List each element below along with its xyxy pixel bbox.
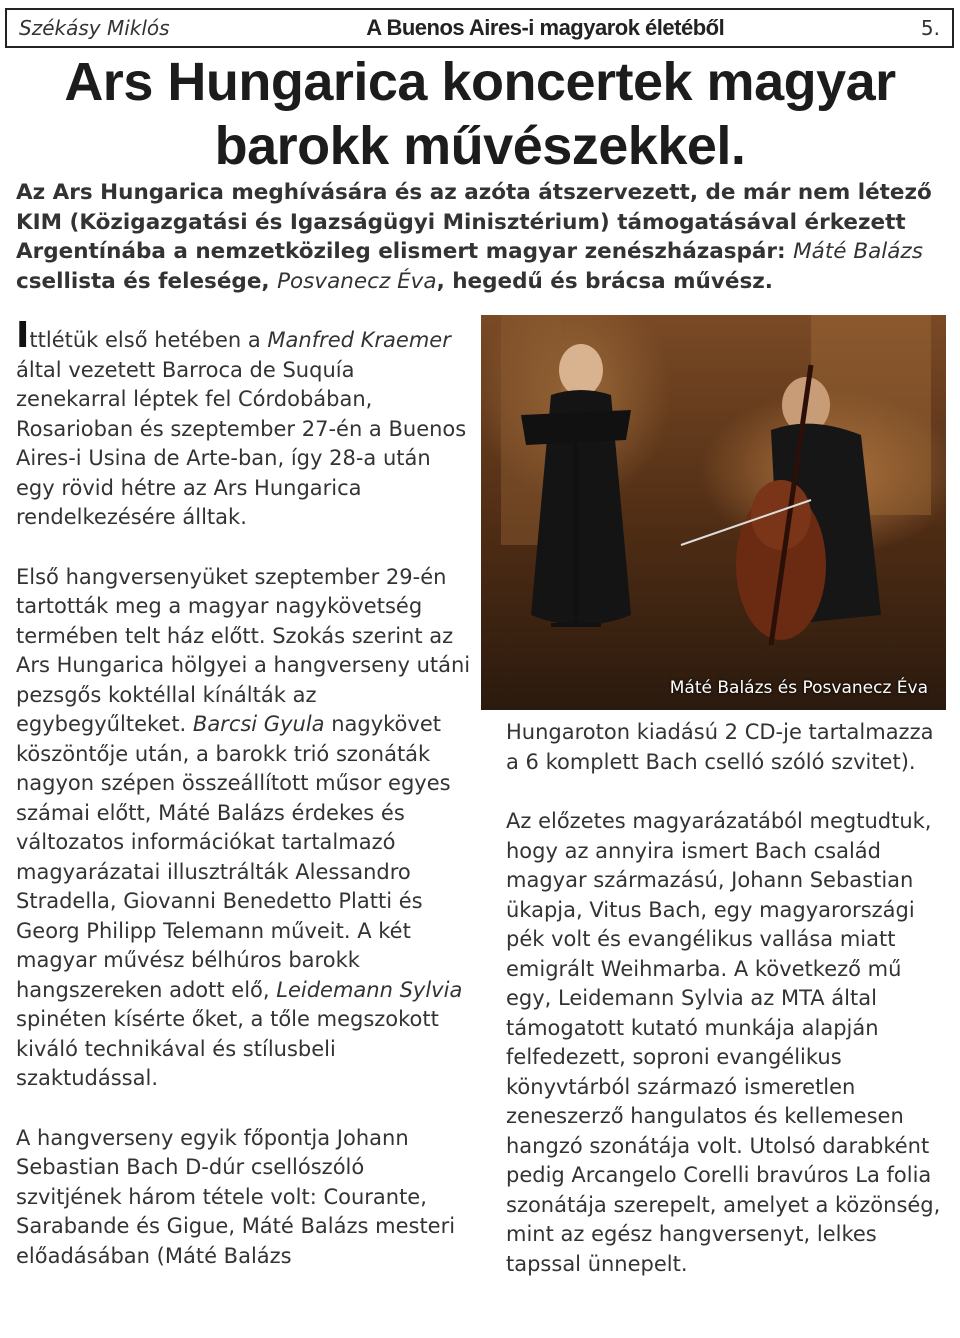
- right-column: [506, 718, 946, 1309]
- lead-name-2: Posvanecz Éva: [277, 268, 437, 294]
- left-paragraph-3: A hangverseny egyik főpontja Johann Sebastian Bach D-dúr csellószóló szvitjének három tétele volt: Courante, Sarabande és Gigue, Máté Balázs mesteri előadásában (Máté Balázs: [16, 1125, 456, 1268]
- right-paragraph-1: Hungaroton kiadású 2 CD-je tartalmazza a 6 komplett Bach cselló szóló szvitet).: [506, 720, 934, 774]
- left-p2-text-b: nagykövet köszöntője után, a barokk trió szonáták nagyon szépen összeállított műsor egyes számai előtt, Máté Balázs érdekes és változatos információkat tartalmazó magyarázatai illusztrálták Alessandro Stradella, Giovanni Benedetto Platti és Georg Philipp Telemann műveit. A két magyar művész bélhúros barokk hangszereken adott elő,: [16, 712, 451, 1002]
- left-paragraph-2: [16, 563, 471, 1094]
- left-column: [16, 315, 471, 1301]
- concert-photo: [481, 315, 946, 710]
- left-p2-name-2: Leidemann Sylvia: [276, 977, 463, 1002]
- article-title: Ars Hungarica koncertek magyar barokk művészekkel.: [64, 52, 896, 176]
- musicians-illustration: [481, 315, 946, 710]
- page-number: 5.: [920, 16, 940, 40]
- photo-caption: Máté Balázs és Posvanecz Éva: [669, 678, 928, 698]
- lead-text-3: , hegedű és brácsa művész.: [436, 268, 773, 294]
- page-header: [5, 8, 954, 48]
- left-p2-text-a: Első hangversenyüket szeptember 29-én tartották meg a magyar nagykövetség termében telt ház előtt. Szokás szerint az Ars Hungarica hölgyei a hangverseny utáni pezsgős koktéllal kínálták az egybegyűlteket.: [16, 564, 471, 736]
- lead-text-2: csellista és felesége,: [16, 268, 278, 294]
- left-p1-text-b: által vezetett Barroca de Suquía zenekarral léptek fel Córdobában, Rosarioban és szeptember 27-én a Buenos Aires-i Usina de Arte-ban, így 28-a után egy rövid hétre az Ars Hungarica rendelkezésére álltak.: [16, 357, 467, 529]
- lead-name-1: Máté Balázs: [793, 239, 923, 264]
- left-p2-text-c: spinéten kísérte őket, a tőle megszokott kiváló technikával és stílusbeli szaktudással.: [16, 1007, 439, 1090]
- left-p1-text-a: ttlétük első hetében a: [29, 328, 268, 352]
- drop-cap: I: [16, 315, 30, 356]
- left-p2-name: Barcsi Gyula: [192, 712, 325, 736]
- right-paragraph-2: Az előzetes magyarázatából megtudtuk, hogy az annyira ismert Bach család magyar származású, Johann Sebastian ükapja, Vitus Bach, egy magyarországi pék volt és evangélikus vallása miatt emigrált Weihmarba. A következő mű egy, Leidemann Sylvia az MTA által támogatott kutató munkája alapján felfedezett, soproni evangélikus könyvtárból származó ismeretlen zeneszerző hangulatos és kellemesen hangzó szonátája volt. Utolsó darabként pedig Arcangelo Corelli bravúros La folia szonátája szerepelt, amelyet a közönség, mint az egész hangversenyt, lelkes tapssal ünnepelt.: [506, 809, 941, 1276]
- left-paragraph-1: [16, 315, 471, 533]
- lead-text-1: Az Ars Hungarica meghívására és az azóta átszervezett, de már nem létező KIM (Közigazgatási és Igazságügyi Minisztérium) támogatásával érkezett Argentínába a nemzetközileg elismert magyar zenészházaspár:: [16, 180, 932, 264]
- article-lead: [16, 178, 946, 296]
- header-author: Székásy Miklós: [19, 16, 170, 40]
- left-p1-name: Manfred Kraemer: [267, 328, 451, 352]
- header-section: A Buenos Aires-i magyarok életéből: [366, 15, 725, 40]
